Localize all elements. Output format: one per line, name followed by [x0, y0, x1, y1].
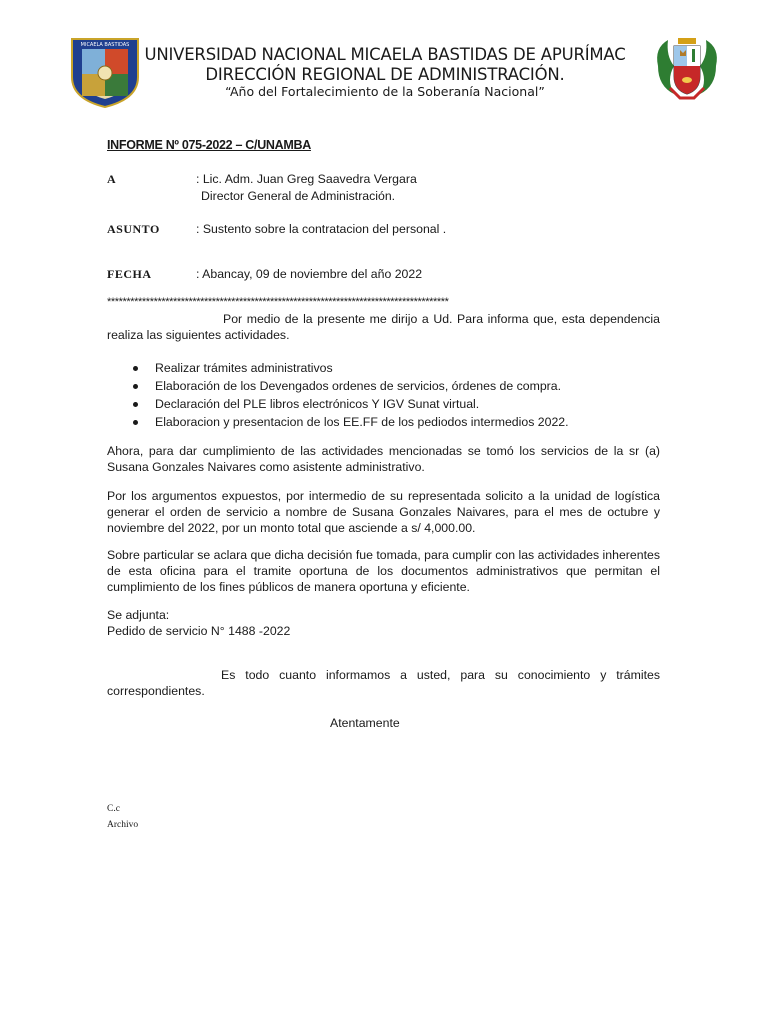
list-item: Declaración del PLE libros electrónicos Y IGV Sunat virtual. — [107, 396, 667, 414]
paragraph-justification: Sobre particular se aclara que dicha decisión fue tomada, para cumplir con las actividades inherentes de esta oficina para el tramite oportuna de los documentos administrativos que permitan el cumplimiento de los fines públicos de manera oportuna y eficiente. — [107, 548, 660, 594]
activities-list — [107, 360, 667, 432]
list-item: Elaboración de los Devengados ordenes de servicios, órdenes de compra. — [107, 378, 667, 396]
to-value: : Lic. Adm. Juan Greg Saavedra Vergara — [196, 172, 417, 186]
attachment-label: Se adjunta: — [107, 608, 170, 622]
bullet-icon — [133, 366, 138, 371]
list-item: Realizar trámites administrativos — [107, 360, 667, 378]
seal-lettering: MICAELA BASTIDAS — [80, 42, 130, 48]
year-motto: “Año del Fortalecimiento de la Soberanía Nacional” — [225, 84, 545, 99]
asterisk-separator: **************************************************************************************** — [107, 296, 449, 308]
signoff: Atentamente — [330, 716, 400, 730]
cc-label: C.c — [107, 804, 120, 814]
subject-value: : Sustento sobre la contratacion del personal . — [196, 222, 447, 236]
list-item: Elaboracion y presentacion de los EE.FF de los pediodos intermedios 2022. — [107, 414, 667, 432]
date-value: : Abancay, 09 de noviembre del año 2022 — [196, 267, 423, 281]
date-label: FECHA — [107, 267, 152, 281]
to-label: A — [107, 172, 117, 186]
report-title: INFORME Nº 075-2022 – C/UNAMBA — [107, 138, 311, 152]
bullet-icon — [133, 402, 138, 407]
bullet-icon — [133, 420, 138, 425]
attachment-value: Pedido de servicio N° 1488 -2022 — [107, 624, 291, 638]
office-name: DIRECCIÓN REGIONAL DE ADMINISTRACIÓN. — [205, 65, 565, 84]
subject-label: ASUNTO — [107, 222, 160, 236]
national-coat-of-arms — [652, 36, 722, 100]
paragraph-request: Por los argumentos expuestos, por intermedio de su representada solicito a la unidad de logística generar el orden de servicio a nombre de Susana Gonzales Naivares, para el mes de octubre y noviembre del 2022, por un monto total que asciende a s/ 4,000.00. — [107, 489, 660, 535]
paragraph-service: Ahora, para dar cumplimiento de las actividades mencionadas se tomó los servicios de la sr (a) Susana Gonzales Naivares como asistente administrativo. — [107, 444, 660, 474]
university-name: UNIVERSIDAD NACIONAL MICAELA BASTIDAS DE APURÍMAC — [144, 45, 626, 64]
bullet-icon — [133, 384, 138, 389]
intro-paragraph: Por medio de la presente me dirijo a Ud. Para informa que, esta dependencia realiza las siguientes actividades. — [107, 312, 660, 342]
closing-paragraph: Es todo cuanto informamos a usted, para su conocimiento y trámites correspondientes. — [107, 668, 660, 698]
cc-value: Archivo — [107, 820, 139, 830]
to-role: Director General de Administración. — [201, 189, 396, 203]
